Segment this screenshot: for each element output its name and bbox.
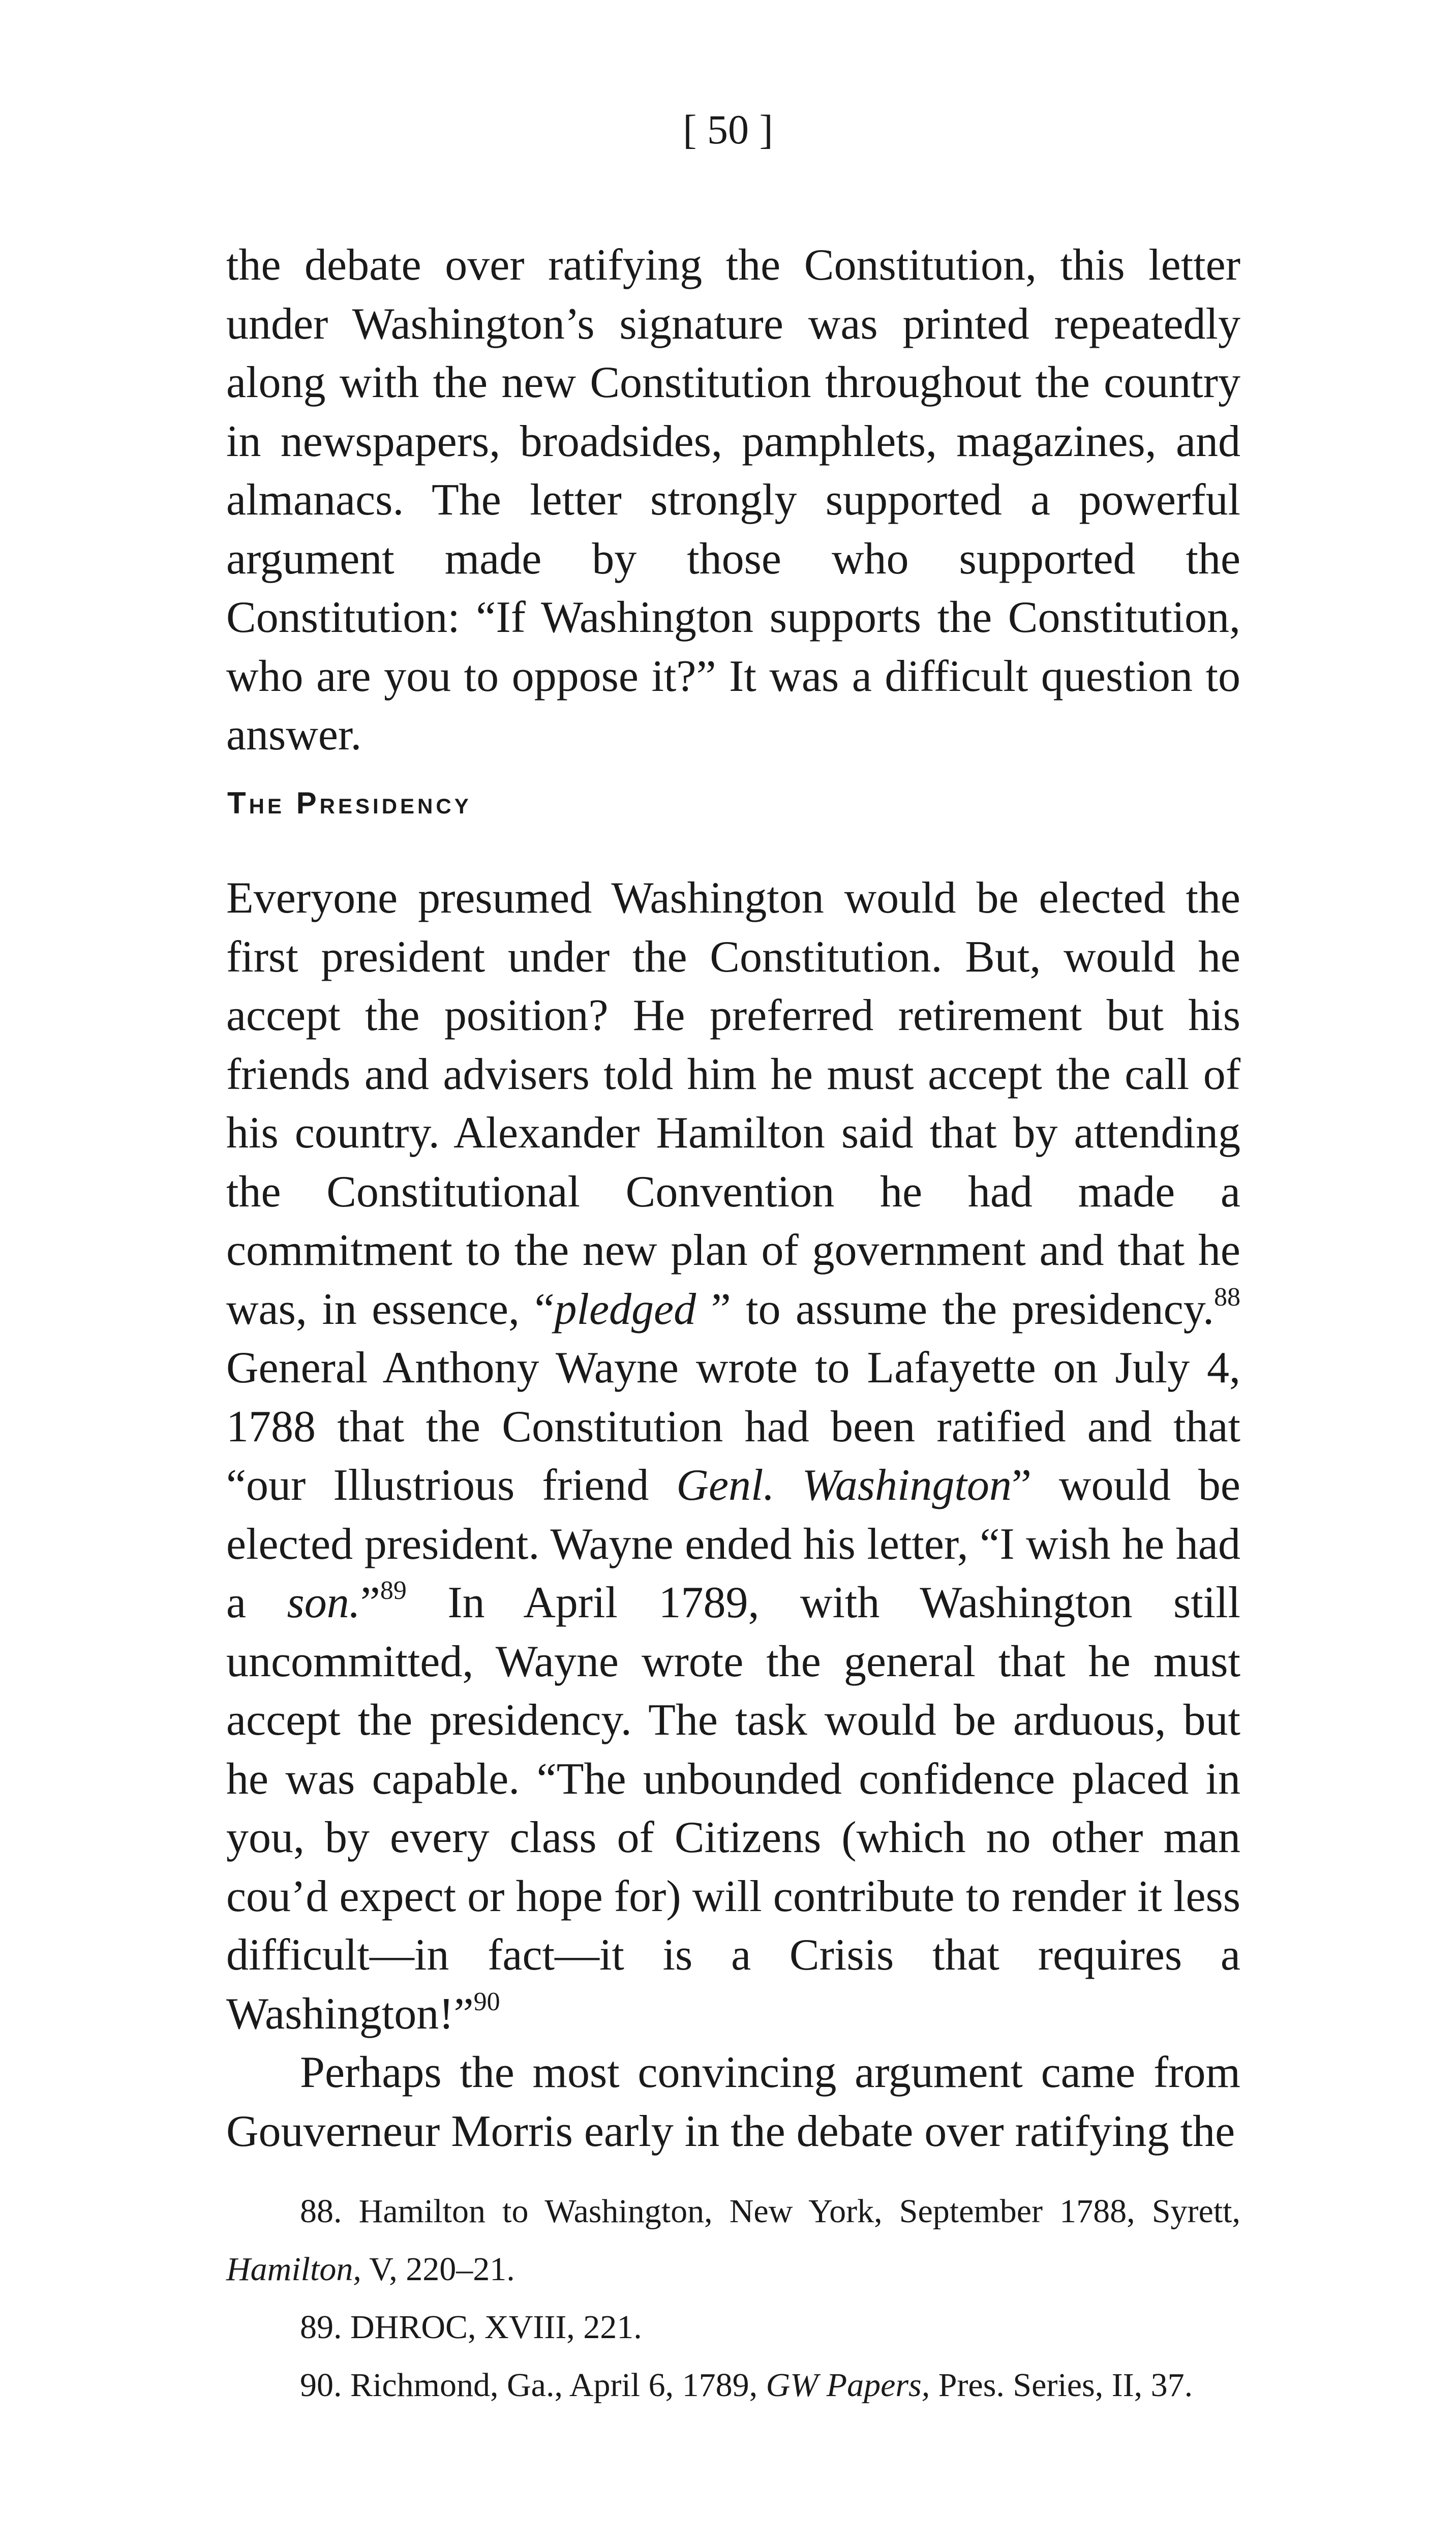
paragraph-text: In April 1789, with Washington still uncommitted, Wayne wrote the general that he must accept the presidency. The task would be arduous, but he was capable. “The unbounded confidence placed in you, by every class of Citizens (which no other man cou’d expect or hope for) will contribute to render it less difficult—in fact—it is a Crisis that requires a Washington!”: [226, 1578, 1240, 2039]
body-text-top: [226, 236, 1240, 765]
footnote-ref-90: 90: [473, 1987, 500, 2016]
footnotes: [226, 2183, 1240, 2414]
footnote-text: 90. Richmond, Ga., April 6, 1789,: [300, 2367, 766, 2404]
paragraph-text: General Anthony Wayne wrote to Lafayette on July 4, 1788 that the Constitution had been ratified and that “our Illustrious friend: [226, 1343, 1240, 1510]
section-heading: [227, 785, 472, 821]
section-heading-text: The Presidency: [227, 786, 472, 820]
paragraph-text: ”: [360, 1578, 380, 1627]
footnote-text: 88. Hamilton to Washington, New York, September 1788, Syrett,: [300, 2193, 1240, 2230]
italic-text: Genl. Washington: [676, 1461, 1012, 1510]
paragraph-text: ” to assume the presidency.: [696, 1284, 1214, 1334]
footnote-ref-88: 88: [1214, 1282, 1240, 1312]
footnote-text: Pres. Series, II, 37.: [930, 2367, 1193, 2404]
footnote-italic: Hamilton,: [226, 2251, 361, 2288]
body-text-section: [226, 869, 1240, 2161]
paragraph-text: Everyone presumed Washington would be elected the first president under the Constitution. But, would he accept the position? He preferred retirement but his friends and advisers told him he must accept the call of his country. Alexander Hamilton said that by attending the Constitutional Convention he had made a commitment to the new plan of government and that he was, in essence, “: [226, 873, 1240, 1334]
footnote-ref-89: 89: [380, 1576, 407, 1605]
paragraph-morris: Perhaps the most convincing argument came from Gouverneur Morris early in the debate over ratifying the: [226, 2048, 1240, 2156]
footnote-90: [226, 2356, 1240, 2414]
paragraph-presidency: [226, 869, 1240, 2043]
italic-text: son.: [287, 1578, 360, 1627]
page-number: [ 50 ]: [683, 106, 773, 153]
footnote-89: 89. DHROC, XVIII, 221.: [300, 2309, 642, 2346]
footnote-text: V, 220–21.: [361, 2251, 515, 2288]
footnote-88: [226, 2183, 1240, 2298]
paragraph-continued: the debate over ratifying the Constitution, this letter under Washington’s signature was printed repeatedly along with the new Constitution throughout the country in newspapers, broadsides, pamphlets, magazines, and almanacs. The letter strongly supported a powerful argument made by those who supported the Constitution: “If Washington supports the Constitution, who are you to oppose it?” It was a difficult question to answer.: [226, 240, 1240, 760]
italic-text: pledged: [554, 1284, 696, 1334]
paragraph-text: ” would be elected president. Wayne ended his letter, “I wish he had a: [226, 1461, 1240, 1627]
footnote-italic: GW Papers,: [766, 2367, 930, 2404]
